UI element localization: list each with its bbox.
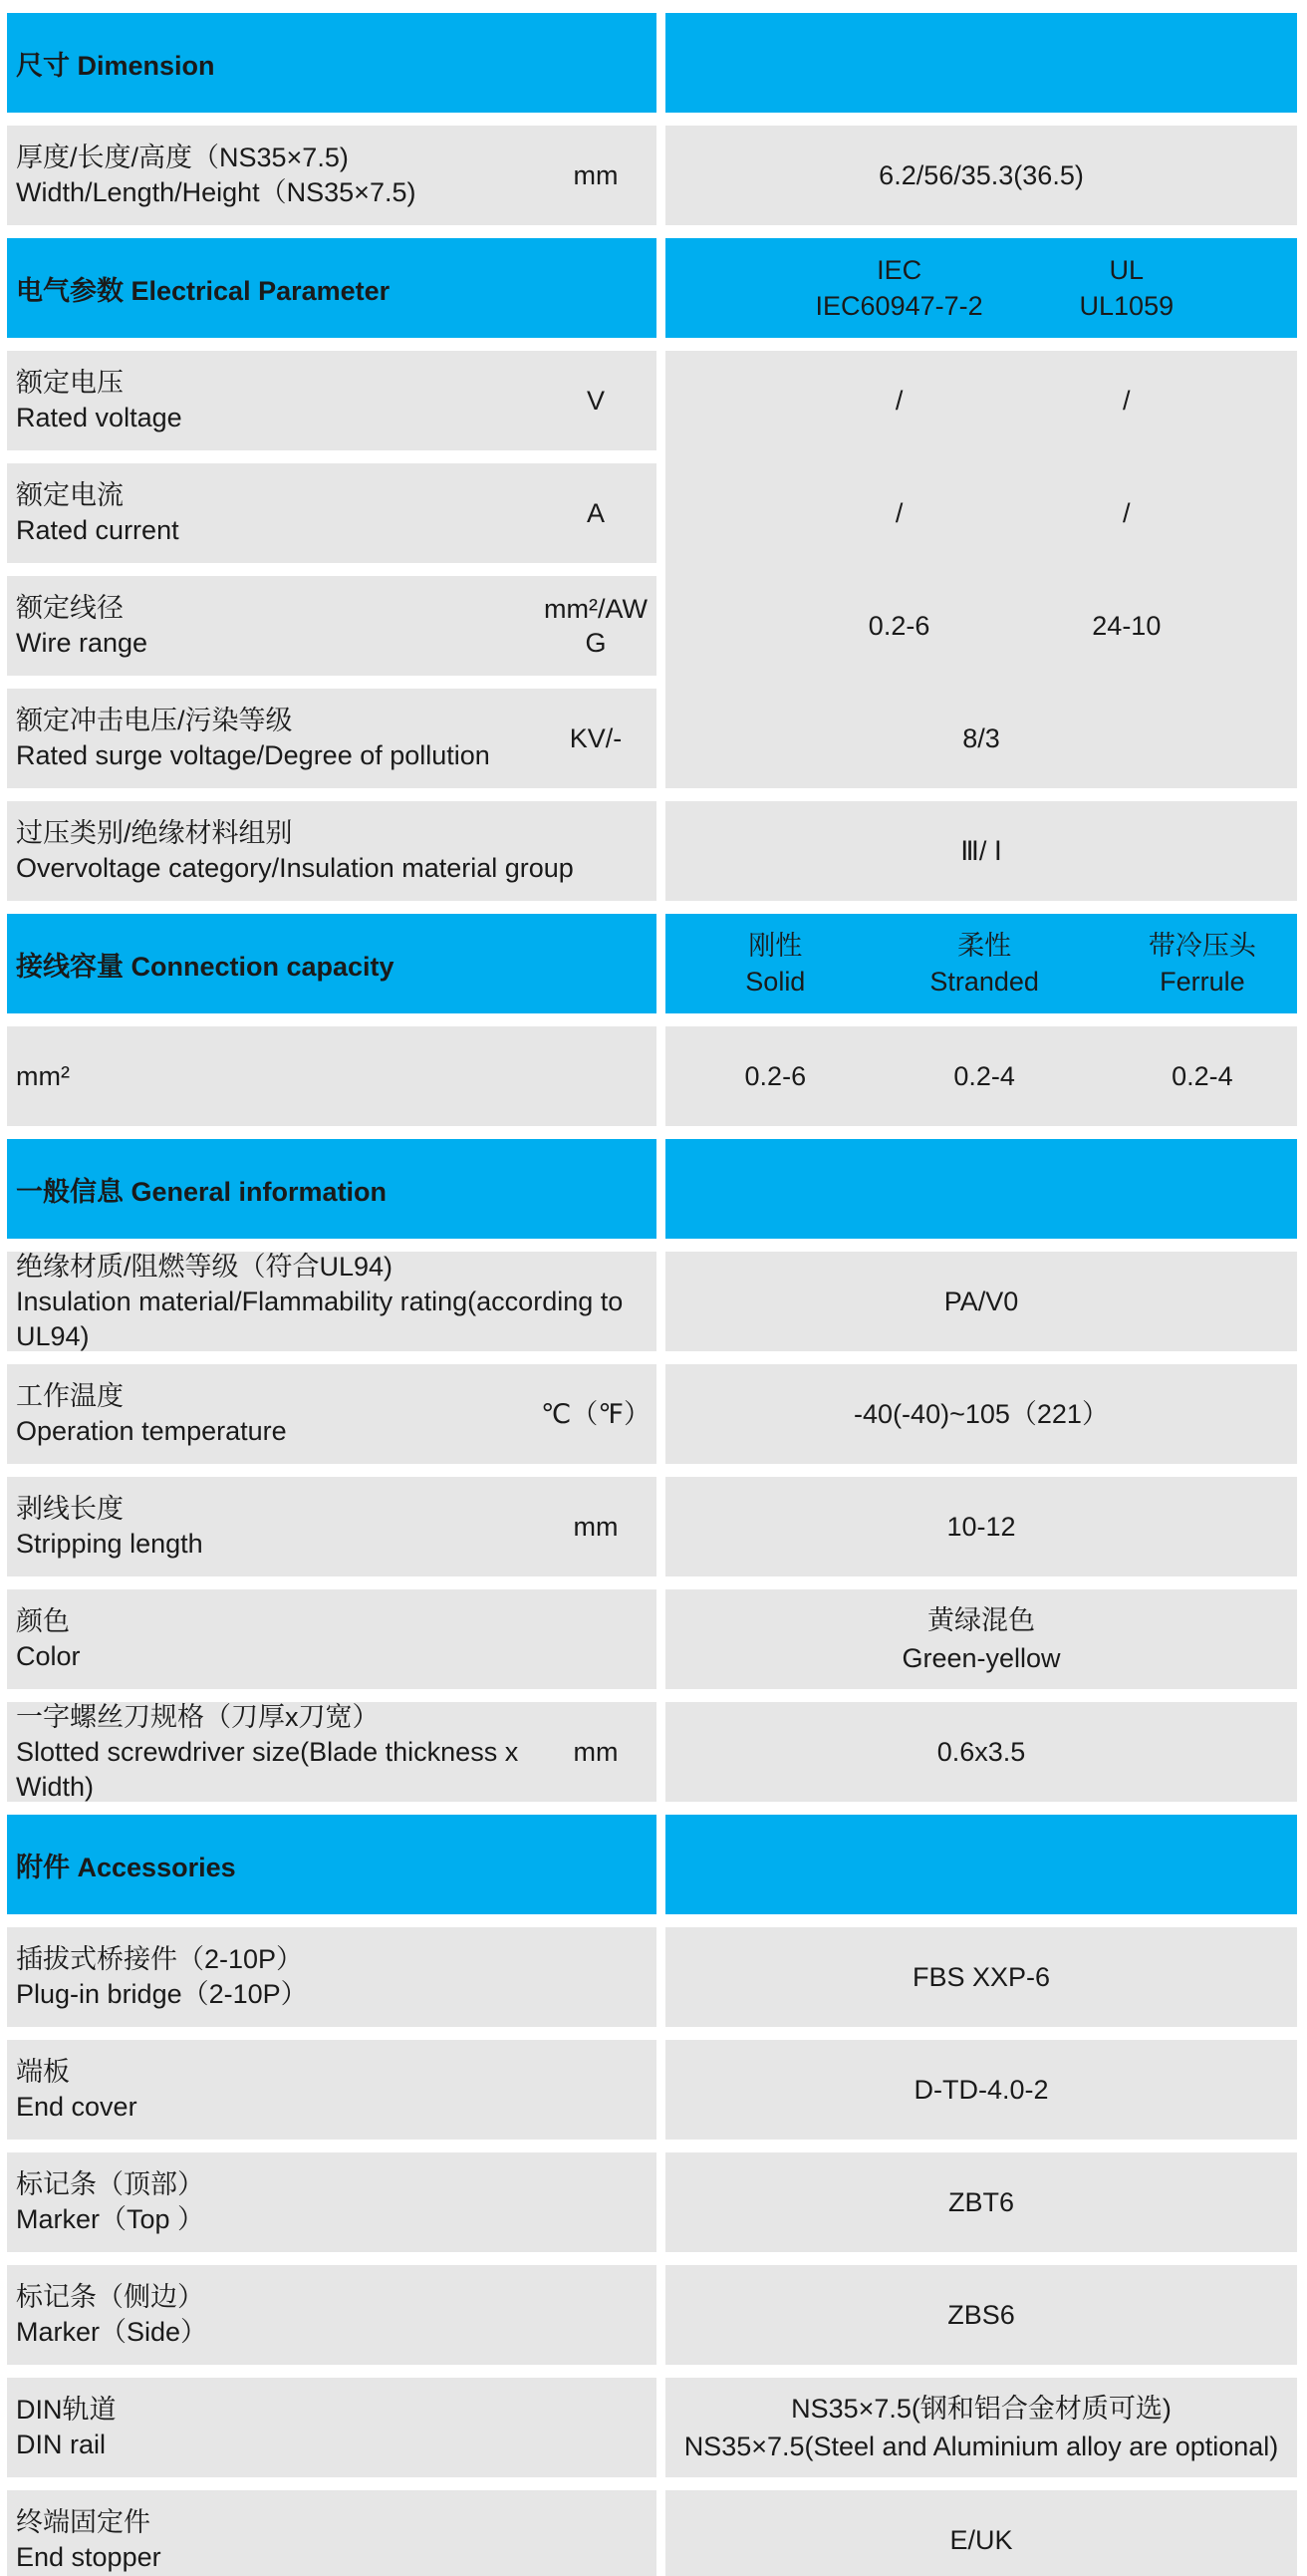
section-header-dimension (7, 13, 1297, 113)
row-label-zh: 工作温度 (16, 1381, 124, 1411)
value-cell (665, 126, 1297, 225)
label-cell (7, 1252, 656, 1351)
row-label (16, 1700, 537, 1805)
section-header-value-cell (665, 1139, 1297, 1239)
section-title-cell (7, 1139, 656, 1239)
value-ul: 24-10 (1092, 611, 1162, 641)
section-header-value-cell (665, 13, 1297, 113)
section-title: 附件 Accessories (16, 1852, 236, 1882)
row-unit: mm (573, 1737, 619, 1767)
row-dimensions (7, 126, 1297, 225)
section-title: 一般信息 General information (16, 1176, 388, 1207)
value-cell (665, 1026, 1297, 1126)
row-label (16, 2505, 654, 2575)
label-cell (7, 689, 656, 788)
row-value: D-TD-4.0-2 (914, 2075, 1049, 2105)
row-value: FBS XXP-6 (912, 1962, 1051, 1992)
value-cell (665, 1589, 1297, 1689)
row-value: 6.2/56/35.3(36.5) (879, 160, 1084, 190)
row-label-en: Operation temperature (16, 1416, 287, 1446)
row-label-en: Slotted screwdriver size(Blade thickness x Width) (16, 1736, 519, 1802)
row-label (16, 2167, 654, 2237)
row-label (16, 2280, 654, 2350)
row-rated-voltage (7, 351, 1297, 450)
row-label (16, 2393, 654, 2462)
row-label (16, 816, 654, 886)
section-header-general-information (7, 1139, 1297, 1239)
label-cell (7, 801, 656, 901)
row-label-en: Plug-in bridge（2-10P） (16, 1979, 308, 2009)
section-title: 接线容量 Connection capacity (16, 951, 394, 982)
column-header-line1: 刚性 (748, 931, 803, 961)
row-value (902, 1601, 1060, 1677)
column-header-iec (816, 252, 983, 324)
label-cell (7, 463, 656, 563)
row-stripping-length (7, 1477, 1297, 1576)
label-cell (7, 1702, 656, 1802)
row-label-en: End stopper (16, 2542, 161, 2572)
column-header-line1: 柔性 (957, 931, 1012, 961)
column-header-line1: 带冷压头 (1148, 931, 1256, 961)
value-cell (665, 689, 1297, 788)
value-iec: / (895, 386, 904, 416)
row-label-en: Overvoltage category/Insulation material group (16, 853, 574, 883)
section-header-value-cell (665, 914, 1297, 1013)
column-header-stranded (929, 928, 1039, 1000)
row-label (16, 1604, 654, 1674)
row-label-zh: 插拔式桥接件（2-10P） (16, 1944, 304, 1974)
row-overvoltage-category (7, 801, 1297, 901)
row-unit: mm²/AWG (544, 594, 648, 658)
row-value (684, 2390, 1279, 2465)
row-label-zh: 绝缘材质/阻燃等级（符合UL94) (16, 1251, 393, 1282)
row-label-en: Color (16, 1641, 81, 1671)
row-plug-in-bridge (7, 1927, 1297, 2027)
row-label-zh: 剥线长度 (16, 1494, 124, 1524)
label-cell (7, 2490, 656, 2576)
value-cell (665, 1252, 1297, 1351)
row-value-zh: 黄绿混色 (927, 1605, 1035, 1635)
row-label-zh: 过压类别/绝缘材料组别 (16, 818, 293, 848)
row-din-rail (7, 2378, 1297, 2477)
value-cell (665, 2378, 1297, 2477)
section-header-accessories (7, 1815, 1297, 1914)
row-unit: ℃（℉） (540, 1399, 652, 1429)
row-label (16, 1379, 537, 1449)
row-value: 10-12 (946, 1512, 1016, 1542)
row-label-en: DIN rail (16, 2430, 107, 2459)
row-value: PA/V0 (943, 1287, 1019, 1316)
label-cell (7, 1927, 656, 2027)
row-label-en: Rated voltage (16, 403, 182, 432)
row-label-zh: 标记条（侧边） (16, 2282, 204, 2312)
label-cell (7, 1589, 656, 1689)
row-unit: V (586, 386, 605, 416)
value-cell (665, 2265, 1297, 2365)
section-header-connection-capacity (7, 914, 1297, 1013)
row-label-zh: 一字螺丝刀规格（刀厚x刀宽） (16, 1701, 380, 1732)
row-marker-side (7, 2265, 1297, 2365)
row-label (16, 1250, 654, 1354)
column-header-line2: IEC60947-7-2 (815, 291, 983, 321)
value-stranded: 0.2-4 (953, 1061, 1015, 1091)
value-ul: / (1123, 498, 1131, 528)
row-label-zh: 颜色 (16, 1606, 70, 1636)
row-label-en: Width/Length/Height（NS35×7.5) (16, 177, 416, 207)
row-label (16, 1059, 654, 1094)
label-cell (7, 351, 656, 450)
row-label-zh: 额定电流 (16, 480, 124, 510)
row-wire-range (7, 576, 1297, 676)
row-label-zh: 标记条（顶部） (16, 2169, 204, 2199)
row-value-en: NS35×7.5(Steel and Aluminium alloy are optional) (683, 2432, 1279, 2461)
label-cell (7, 1364, 656, 1464)
row-connection-capacity-mm2 (7, 1026, 1297, 1126)
row-label (16, 1942, 654, 2012)
column-header-line2: UL1059 (1079, 291, 1175, 321)
label-cell (7, 2152, 656, 2252)
label-cell (7, 2378, 656, 2477)
row-operation-temperature (7, 1364, 1297, 1464)
row-value-en: Green-yellow (902, 1643, 1061, 1673)
row-label (16, 366, 537, 435)
row-label-zh: 额定冲击电压/污染等级 (16, 706, 293, 735)
row-unit: KV/- (569, 723, 623, 753)
value-cell (665, 1364, 1297, 1464)
row-label (16, 478, 537, 548)
value-cell (665, 2490, 1297, 2576)
row-value: E/UK (949, 2525, 1013, 2555)
row-screwdriver-size (7, 1702, 1297, 1802)
section-title-cell (7, 914, 656, 1013)
label-cell (7, 1026, 656, 1126)
row-surge-voltage (7, 689, 1297, 788)
column-header-line2: Stranded (929, 967, 1039, 997)
row-label-zh: DIN轨道 (16, 2395, 117, 2425)
value-cell (665, 1927, 1297, 2027)
row-value: ZBT6 (947, 2187, 1014, 2217)
row-label (16, 2055, 654, 2125)
value-iec: / (895, 498, 904, 528)
row-label-en: End cover (16, 2092, 137, 2122)
label-cell (7, 1477, 656, 1576)
row-label (16, 704, 537, 773)
value-cell (665, 463, 1297, 563)
value-cell (665, 351, 1297, 450)
row-label-en: Marker（Top ） (16, 2204, 205, 2234)
section-title: 电气参数 Electrical Parameter (16, 275, 391, 306)
row-label-en: Rated surge voltage/Degree of pollution (16, 740, 490, 770)
row-label-en: Marker（Side） (16, 2317, 208, 2347)
column-header-ul (1080, 252, 1175, 324)
row-value: 8/3 (962, 723, 1000, 753)
value-cell (665, 576, 1297, 676)
row-label-zh: 额定电压 (16, 368, 124, 398)
row-label-en: Wire range (16, 628, 148, 658)
row-end-cover (7, 2040, 1297, 2140)
section-header-value-cell (665, 1815, 1297, 1914)
value-cell (665, 801, 1297, 901)
row-label-en: Rated current (16, 515, 179, 545)
row-label (16, 1492, 537, 1562)
row-label-zh: 额定线径 (16, 593, 124, 623)
row-label (16, 141, 537, 210)
section-title-cell (7, 238, 656, 338)
row-value: ZBS6 (947, 2300, 1015, 2330)
row-color (7, 1589, 1297, 1689)
row-end-stopper (7, 2490, 1297, 2576)
value-cell (665, 1477, 1297, 1576)
column-header-line1: IEC (877, 255, 922, 285)
row-label-zh: 厚度/长度/高度（NS35×7.5) (16, 143, 349, 172)
row-label (16, 591, 537, 661)
section-header-electrical (7, 238, 1297, 338)
value-ferrule: 0.2-4 (1172, 1061, 1233, 1091)
column-header-solid (745, 928, 805, 1000)
row-label-en: Insulation material/Flammability rating(according to UL94) (16, 1286, 624, 1351)
section-title-cell (7, 1815, 656, 1914)
value-solid: 0.2-6 (744, 1061, 807, 1091)
row-unit: mm (573, 1512, 619, 1542)
column-header-line2: Solid (745, 967, 806, 997)
row-value: 0.6x3.5 (936, 1737, 1026, 1767)
label-cell (7, 126, 656, 225)
column-header-line1: UL (1109, 255, 1145, 285)
row-value: Ⅲ/ Ⅰ (960, 836, 1002, 866)
row-unit: mm (573, 160, 619, 190)
label-cell (7, 576, 656, 676)
row-label-en: Stripping length (16, 1529, 203, 1559)
row-label-zh: 端板 (16, 2057, 70, 2087)
value-cell (665, 2040, 1297, 2140)
row-unit: A (586, 498, 605, 528)
value-iec: 0.2-6 (868, 611, 930, 641)
row-label-zh: 终端固定件 (16, 2507, 150, 2537)
label-cell (7, 2265, 656, 2365)
row-marker-top (7, 2152, 1297, 2252)
section-header-value-cell (665, 238, 1297, 338)
row-value-zh: NS35×7.5(钢和铝合金材质可选) (791, 2394, 1172, 2424)
row-insulation-material (7, 1252, 1297, 1351)
value-cell (665, 2152, 1297, 2252)
value-cell (665, 1702, 1297, 1802)
row-label-zh: mm² (16, 1060, 70, 1091)
label-cell (7, 2040, 656, 2140)
row-rated-current (7, 463, 1297, 563)
column-header-line2: Ferrule (1160, 967, 1245, 997)
column-header-ferrule (1149, 928, 1256, 1000)
value-ul: / (1123, 386, 1131, 416)
section-title-cell (7, 13, 656, 113)
row-value: -40(-40)~105（221） (854, 1399, 1109, 1429)
section-title: 尺寸 Dimension (16, 50, 215, 81)
